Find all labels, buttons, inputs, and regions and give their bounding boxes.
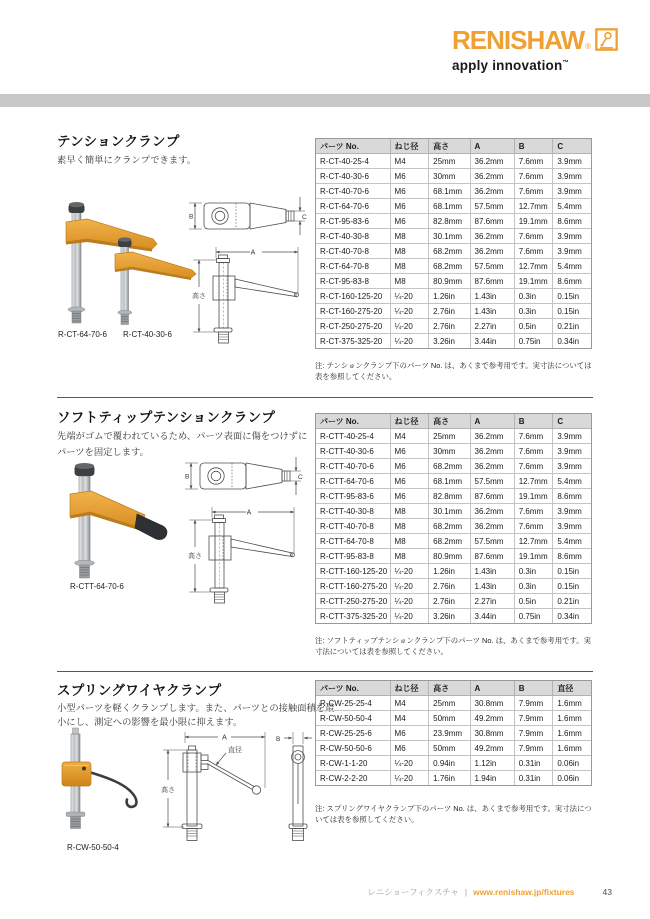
table-row (316, 594, 592, 609)
table-row (316, 489, 592, 504)
table-cell: 36.2mm (470, 504, 514, 519)
table-row (316, 474, 592, 489)
table-cell: 1.26in (429, 564, 470, 579)
table-cell: 12.7mm (514, 534, 553, 549)
table-cell: R-CTT-160-125-20 (316, 564, 391, 579)
table-cell: 36.2mm (470, 244, 514, 259)
table-cell: M4 (390, 696, 429, 711)
table-row (316, 289, 592, 304)
table-cell: 68.2mm (429, 459, 470, 474)
table-cell: R-CTT-250-275-20 (316, 594, 391, 609)
footer-site-label: レニショーフィクスチャ (367, 887, 459, 897)
table-cell: 3.9mm (553, 154, 592, 169)
table-cell: 3.9mm (553, 169, 592, 184)
table-cell: 2.76in (429, 594, 470, 609)
table-row (316, 184, 592, 199)
table-cell: 68.1mm (429, 474, 470, 489)
table-cell: 0.75in (514, 334, 553, 349)
table-cell: ¼-20 (390, 319, 429, 334)
table-cell: 12.7mm (514, 199, 553, 214)
table-cell: M4 (390, 429, 429, 444)
table-cell: 0.5in (514, 319, 553, 334)
table-row (316, 154, 592, 169)
table-cell: 57.5mm (470, 474, 514, 489)
table-row (316, 244, 592, 259)
table-cell: 57.5mm (470, 259, 514, 274)
table-cell: M6 (390, 169, 429, 184)
table-cell: 80.9mm (429, 274, 470, 289)
table-cell: R-CW-2-2-20 (316, 771, 391, 786)
table-cell: 0.15in (553, 579, 592, 594)
table-row (316, 429, 592, 444)
table-row (316, 304, 592, 319)
table-note: 注: テンションクランプ下のパーツ No. は、あくまで参考用です。実寸法については表を参照してください。 (315, 361, 592, 381)
table-cell: R-CT-64-70-8 (316, 259, 391, 274)
tagline-text: apply innovation (452, 58, 563, 73)
table-cell: 68.2mm (429, 244, 470, 259)
dim-label-height: 高さ (188, 553, 202, 560)
dimension-diagram-spring-wire-clamp (158, 724, 316, 866)
table-cell: 3.26in (429, 334, 470, 349)
dim-label-b: B (185, 473, 190, 481)
table-row (316, 444, 592, 459)
renishaw-logo (452, 25, 618, 73)
table-cell: ¼-20 (390, 756, 429, 771)
table-cell: 36.2mm (470, 229, 514, 244)
table-cell: 30.1mm (429, 229, 470, 244)
table-row (316, 756, 592, 771)
dim-label-height: 高さ (161, 787, 175, 794)
table-row (316, 609, 592, 624)
table-cell: 0.31in (514, 756, 553, 771)
table-cell: 7.6mm (514, 244, 553, 259)
footer-url-link[interactable]: www.renishaw.jp/fixtures (473, 887, 575, 897)
dim-label-b: B (276, 736, 281, 743)
table-cell: 3.9mm (553, 229, 592, 244)
table-cell: 0.5in (514, 594, 553, 609)
table-cell: 2.27in (470, 594, 514, 609)
table-row (316, 549, 592, 564)
table-cell: 25mm (429, 429, 470, 444)
table-cell: 49.2mm (470, 711, 514, 726)
table-cell: R-CTT-40-70-8 (316, 519, 391, 534)
column-header: パーツ No. (316, 139, 391, 154)
table-cell: 0.3in (514, 304, 553, 319)
table-cell: 1.43in (470, 579, 514, 594)
table-cell: M8 (390, 244, 429, 259)
table-cell: 1.43in (470, 564, 514, 579)
column-header: ねじ径 (390, 414, 429, 429)
column-header: A (470, 139, 514, 154)
table-cell: R-CT-64-70-6 (316, 199, 391, 214)
registered-mark: ® (585, 42, 592, 51)
column-header: C (553, 139, 592, 154)
column-header: 高さ (429, 414, 470, 429)
table-cell: ¼-20 (390, 564, 429, 579)
page-number: 43 (602, 887, 612, 897)
table-cell: 87.6mm (470, 214, 514, 229)
table-cell: 7.6mm (514, 154, 553, 169)
column-header: A (470, 414, 514, 429)
table-row (316, 459, 592, 474)
table-cell: 7.6mm (514, 169, 553, 184)
table-cell: 0.06in (553, 756, 592, 771)
brand-tagline (452, 58, 618, 73)
table-cell: 7.9mm (514, 696, 553, 711)
table-cell: R-CT-375-325-20 (316, 334, 391, 349)
table-cell: 19.1mm (514, 549, 553, 564)
table-cell: 19.1mm (514, 274, 553, 289)
table-cell: 1.6mm (553, 711, 592, 726)
table-cell: R-CTT-95-83-8 (316, 549, 391, 564)
table-cell: 36.2mm (470, 154, 514, 169)
table-cell: 5.4mm (553, 259, 592, 274)
column-header: 高さ (429, 139, 470, 154)
table-cell: 7.6mm (514, 504, 553, 519)
spec-table-tension-clamp (315, 138, 592, 349)
table-cell: R-CW-50-50-4 (316, 711, 391, 726)
photo-label: R-CW-50-50-4 (67, 843, 119, 852)
table-cell: 0.31in (514, 771, 553, 786)
table-cell: 19.1mm (514, 489, 553, 504)
table-cell: 36.2mm (470, 519, 514, 534)
column-header: B (514, 681, 553, 696)
table-cell: 8.6mm (553, 489, 592, 504)
table-cell: 0.15in (553, 564, 592, 579)
table-cell: 12.7mm (514, 259, 553, 274)
table-cell: 7.6mm (514, 444, 553, 459)
table-cell: 0.21in (553, 319, 592, 334)
table-row (316, 229, 592, 244)
table-row (316, 579, 592, 594)
column-header: 高さ (429, 681, 470, 696)
table-cell: 68.2mm (429, 534, 470, 549)
table-cell: 57.5mm (470, 534, 514, 549)
dim-label-a: A (246, 509, 252, 517)
table-cell: 57.5mm (470, 199, 514, 214)
table-cell: 7.9mm (514, 726, 553, 741)
section-desc-line: 小型パーツを軽くクランプします。また、パーツとの接触面積を最 (57, 703, 335, 713)
table-cell: R-CW-25-25-4 (316, 696, 391, 711)
column-header: 直径 (553, 681, 592, 696)
table-row (316, 169, 592, 184)
section-desc: 素早く簡単にクランプできます。 (57, 155, 196, 165)
table-row (316, 259, 592, 274)
table-cell: R-CT-250-275-20 (316, 319, 391, 334)
column-header: パーツ No. (316, 414, 391, 429)
table-cell: R-CT-40-25-4 (316, 154, 391, 169)
table-cell: 3.44in (470, 334, 514, 349)
table-row (316, 274, 592, 289)
dim-label-c: C (302, 214, 307, 221)
table-cell: 7.6mm (514, 184, 553, 199)
table-cell: 1.6mm (553, 726, 592, 741)
table-row (316, 726, 592, 741)
table-cell: 1.94in (470, 771, 514, 786)
table-row (316, 214, 592, 229)
table-cell: M6 (390, 459, 429, 474)
table-header-row (316, 139, 592, 154)
table-cell: 50mm (429, 741, 470, 756)
table-cell: M6 (390, 474, 429, 489)
page-footer (367, 886, 612, 898)
table-cell: 7.9mm (514, 741, 553, 756)
table-row (316, 696, 592, 711)
table-cell: 0.3in (514, 289, 553, 304)
table-cell: 1.12in (470, 756, 514, 771)
table-cell: 1.26in (429, 289, 470, 304)
table-cell: 1.6mm (553, 741, 592, 756)
table-cell: 82.8mm (429, 489, 470, 504)
dim-label-b: B (189, 213, 194, 221)
dimension-diagram-soft-tip-clamp (182, 452, 304, 604)
table-cell: 0.3in (514, 564, 553, 579)
table-cell: R-CT-40-70-6 (316, 184, 391, 199)
table-row (316, 504, 592, 519)
table-cell: 7.6mm (514, 429, 553, 444)
table-cell: R-CTT-375-325-20 (316, 609, 391, 624)
section-divider (57, 397, 593, 398)
table-cell: 8.6mm (553, 549, 592, 564)
table-cell: 36.2mm (470, 169, 514, 184)
table-row (316, 319, 592, 334)
table-cell: 30.8mm (470, 696, 514, 711)
table-cell: 30.8mm (470, 726, 514, 741)
table-cell: M6 (390, 214, 429, 229)
table-cell: 8.6mm (553, 274, 592, 289)
table-row (316, 771, 592, 786)
section-divider (57, 671, 593, 672)
table-cell: 7.6mm (514, 519, 553, 534)
table-row (316, 534, 592, 549)
table-row (316, 711, 592, 726)
column-header: ねじ径 (390, 681, 429, 696)
dim-label-a: A (222, 734, 227, 742)
table-cell: 0.75in (514, 609, 553, 624)
table-cell: M8 (390, 549, 429, 564)
table-cell: 0.15in (553, 304, 592, 319)
table-cell: 36.2mm (470, 444, 514, 459)
table-cell: 3.9mm (553, 444, 592, 459)
table-cell: R-CTT-160-275-20 (316, 579, 391, 594)
table-cell: 5.4mm (553, 474, 592, 489)
spec-table-soft-tip-clamp (315, 413, 592, 624)
table-cell: 87.6mm (470, 274, 514, 289)
table-cell: M6 (390, 741, 429, 756)
table-cell: 36.2mm (470, 429, 514, 444)
table-cell: R-CW-50-50-6 (316, 741, 391, 756)
table-cell: 5.4mm (553, 199, 592, 214)
table-cell: R-CT-95-83-6 (316, 214, 391, 229)
table-cell: R-CT-160-125-20 (316, 289, 391, 304)
table-cell: 49.2mm (470, 741, 514, 756)
table-cell: 68.1mm (429, 184, 470, 199)
table-cell: R-CT-160-275-20 (316, 304, 391, 319)
table-cell: 12.7mm (514, 474, 553, 489)
column-header: C (553, 414, 592, 429)
table-cell: 7.6mm (514, 229, 553, 244)
section-title-spring-wire-clamp: スプリングワイヤクランプ (57, 683, 222, 698)
dim-label-a: A (250, 249, 256, 257)
table-cell: R-CT-40-30-8 (316, 229, 391, 244)
table-cell: 3.9mm (553, 429, 592, 444)
table-cell: R-CW-25-25-6 (316, 726, 391, 741)
table-cell: R-CTT-40-25-4 (316, 429, 391, 444)
table-cell: 0.06in (553, 771, 592, 786)
section-desc-line: 小にし、測定への影響を最小限に抑えます。 (57, 717, 243, 727)
table-cell: R-CTT-64-70-6 (316, 474, 391, 489)
photo-label: R-CT-64-70-6 (58, 330, 107, 339)
column-header: B (514, 414, 553, 429)
brand-wordmark: RENISHAW (452, 25, 585, 55)
table-cell: 3.9mm (553, 459, 592, 474)
table-cell: 1.6mm (553, 696, 592, 711)
table-header-row (316, 414, 592, 429)
table-cell: R-CT-95-83-8 (316, 274, 391, 289)
table-cell: M8 (390, 534, 429, 549)
table-cell: 7.6mm (514, 459, 553, 474)
table-cell: R-CTT-95-83-6 (316, 489, 391, 504)
table-cell: 36.2mm (470, 459, 514, 474)
table-cell: ¼-20 (390, 334, 429, 349)
dimension-diagram-tension-clamp (186, 192, 308, 344)
dim-label-height: 高さ (192, 293, 206, 300)
table-row (316, 199, 592, 214)
table-cell: 68.2mm (429, 519, 470, 534)
table-cell: M6 (390, 489, 429, 504)
table-cell: M6 (390, 726, 429, 741)
table-cell: R-CT-40-30-6 (316, 169, 391, 184)
section-title-tension-clamp: テンションクランプ (57, 134, 180, 149)
table-cell: M8 (390, 504, 429, 519)
table-cell: 30.1mm (429, 504, 470, 519)
photo-label: R-CT-40-30-6 (123, 330, 172, 339)
table-cell: R-CT-40-70-8 (316, 244, 391, 259)
table-cell: 2.76in (429, 319, 470, 334)
table-cell: 30mm (429, 169, 470, 184)
table-row (316, 564, 592, 579)
table-row (316, 334, 592, 349)
table-cell: 0.3in (514, 579, 553, 594)
table-cell: M6 (390, 199, 429, 214)
table-cell: 3.9mm (553, 519, 592, 534)
section-desc-line: 先端がゴムで覆われているため、パーツ表面に傷をつけずに (57, 431, 308, 441)
table-cell: 82.8mm (429, 214, 470, 229)
table-cell: 5.4mm (553, 534, 592, 549)
table-cell: 0.21in (553, 594, 592, 609)
table-cell: 25mm (429, 154, 470, 169)
table-cell: 0.34in (553, 334, 592, 349)
table-header-row (316, 681, 592, 696)
table-cell: M8 (390, 229, 429, 244)
table-cell: M8 (390, 519, 429, 534)
column-header: B (514, 139, 553, 154)
product-photo-spring-wire-clamp (57, 726, 172, 838)
table-cell: 8.6mm (553, 214, 592, 229)
product-photo-tension-clamps (57, 196, 207, 330)
table-cell: M8 (390, 259, 429, 274)
renishaw-probe-icon (595, 28, 618, 51)
table-cell: 25mm (429, 696, 470, 711)
table-cell: 3.26in (429, 609, 470, 624)
table-cell: ¼-20 (390, 771, 429, 786)
table-cell: 1.43in (470, 289, 514, 304)
column-header: パーツ No. (316, 681, 391, 696)
spec-table-spring-wire-clamp (315, 680, 592, 786)
table-cell: 1.76in (429, 771, 470, 786)
product-photo-soft-tip-clamp (57, 460, 192, 582)
table-row (316, 519, 592, 534)
table-cell: 2.27in (470, 319, 514, 334)
footer-separator: | (464, 887, 468, 897)
table-cell: 80.9mm (429, 549, 470, 564)
column-header: A (470, 681, 514, 696)
dim-label-c: C (298, 474, 303, 481)
table-cell: ¼-20 (390, 594, 429, 609)
section-desc-line: パーツを固定します。 (57, 447, 149, 457)
table-note: 注: スプリングワイヤクランプ下のパーツ No. は、あくまで参考用です。実寸法については表を参照してください。 (315, 804, 592, 824)
table-cell: ¼-20 (390, 289, 429, 304)
table-cell: 68.1mm (429, 199, 470, 214)
table-cell: M6 (390, 184, 429, 199)
table-cell: 3.44in (470, 609, 514, 624)
table-cell: 68.2mm (429, 259, 470, 274)
table-cell: 7.9mm (514, 711, 553, 726)
table-cell: R-CTT-40-30-6 (316, 444, 391, 459)
table-cell: 23.9mm (429, 726, 470, 741)
table-cell: M4 (390, 154, 429, 169)
header-divider-bar (0, 94, 650, 107)
table-cell: 0.94in (429, 756, 470, 771)
table-cell: 2.76in (429, 579, 470, 594)
table-cell: 3.9mm (553, 184, 592, 199)
table-cell: R-CTT-40-70-6 (316, 459, 391, 474)
table-cell: 3.9mm (553, 244, 592, 259)
table-cell: 19.1mm (514, 214, 553, 229)
table-note: 注: ソフトティップテンションクランプ下のパーツ No. は、あくまで参考用です。実寸法については表を参照してください。 (315, 636, 592, 656)
table-cell: M6 (390, 444, 429, 459)
table-cell: M8 (390, 274, 429, 289)
table-cell: 3.9mm (553, 504, 592, 519)
table-cell: M4 (390, 711, 429, 726)
table-cell: R-CW-1-1-20 (316, 756, 391, 771)
table-cell: ¼-20 (390, 304, 429, 319)
table-cell: 36.2mm (470, 184, 514, 199)
column-header: ねじ径 (390, 139, 429, 154)
dim-label-diameter: 直径 (228, 747, 242, 754)
table-cell: ¼-20 (390, 579, 429, 594)
section-title-soft-tip-clamp: ソフトティップテンションクランプ (57, 410, 276, 425)
table-cell: ¼-20 (390, 609, 429, 624)
table-cell: 0.15in (553, 289, 592, 304)
table-cell: 1.43in (470, 304, 514, 319)
table-cell: 30mm (429, 444, 470, 459)
tm-mark: ™ (562, 59, 570, 67)
table-cell: R-CTT-40-30-8 (316, 504, 391, 519)
table-row (316, 741, 592, 756)
table-cell: 87.6mm (470, 489, 514, 504)
photo-label: R-CTT-64-70-6 (70, 582, 124, 591)
table-cell: 87.6mm (470, 549, 514, 564)
table-cell: 0.34in (553, 609, 592, 624)
table-cell: 2.76in (429, 304, 470, 319)
table-cell: R-CTT-64-70-8 (316, 534, 391, 549)
table-cell: 50mm (429, 711, 470, 726)
